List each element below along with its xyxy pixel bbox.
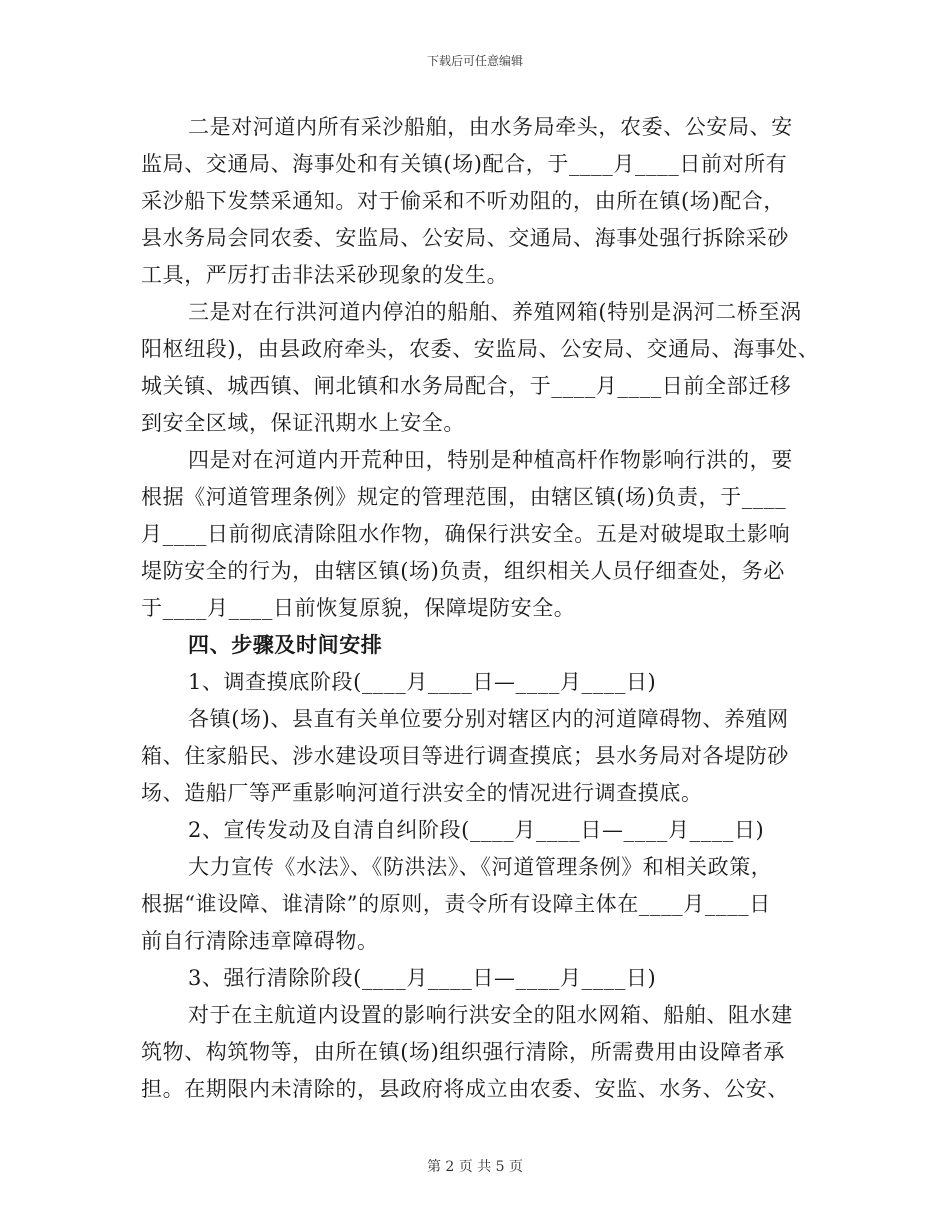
paragraph-line: 城关镇、城西镇、闸北镇和水务局配合，于____月____日前全部迁移 [141,374,792,398]
paragraph-line: 到安全区域，保证汛期水上安全。 [141,411,465,435]
paragraph-line: 监局、交通局、海事处和有关镇(场)配合，于____月____日前对所有 [141,152,788,176]
paragraph-line: 各镇(场)、县直有关单位要分别对辖区内的河道障碍物、养殖网 [188,707,789,731]
paragraph-line: 二是对河道内所有采沙船舶，由水务局牵头，农委、公安局、安 [188,115,793,139]
paragraph-line: 大力宣传《水法》、《防洪法》、《河道管理条例》和相关政策， [188,855,773,879]
paragraph-line: 月____日前彻底清除阻水作物，确保行洪安全。五是对破堤取土影响 [141,522,791,546]
paragraph-line: 前自行清除违章障碍物。 [141,929,379,953]
paragraph-line: 三是对在行洪河道内停泊的船舶、养殖网箱(特别是涡河二桥至涡 [188,300,802,324]
subsection-heading: 2、宣传发动及自清自纠阶段(____月____日—____月____日) [188,818,765,842]
paragraph-line: 担。在期限内未清除的，县政府将成立由农委、安监、水务、公安、 [141,1077,789,1101]
paragraph-line: 场、造船厂等严重影响河道行洪安全的情况进行调查摸底。 [141,781,703,805]
page-header: 下载后可任意编辑 [426,54,523,68]
paragraph-line: 工具，严厉打击非法采砂现象的发生。 [141,263,509,287]
paragraph-line: 根据“谁设障、谁清除”的原则，责令所有设障主体在____月____日 [141,892,771,916]
paragraph-line: 根据《河道管理条例》规定的管理范围，由辖区镇(场)负责，于____ [141,485,787,509]
paragraph-line: 采沙船下发禁采通知。对于偷采和不听劝阻的，由所在镇(场)配合， [141,189,785,213]
paragraph-line: 对于在主航道内设置的影响行洪安全的阻水网箱、船舶、阻水建 [188,1003,793,1027]
paragraph-line: 堤防安全的行为，由辖区镇(场)负责，组织相关人员仔细查处，务必 [141,559,785,583]
subsection-heading: 1、调查摸底阶段(____月____日—____月____日) [188,670,657,694]
subsection-heading: 3、强行清除阶段(____月____日—____月____日) [188,966,657,990]
paragraph-line: 县水务局会同农委、安监局、公安局、交通局、海事处强行拆除采砂 [141,226,789,250]
page-footer: 第 2 页 共 5 页 [426,1159,524,1175]
paragraph-line: 阳枢纽段)，由县政府牵头，农委、安监局、公安局、交通局、海事处、 [141,337,820,361]
paragraph-line: 四是对在河道内开荒种田，特别是种植高杆作物影响行洪的，要 [188,448,793,472]
paragraph-line: 于____月____日前恢复原貌，保障堤防安全。 [141,596,576,620]
section-heading: 四、步骤及时间安排 [188,632,383,657]
paragraph-line: 箱、住家船民、涉水建设项目等进行调查摸底；县水务局对各堤防砂 [141,744,789,768]
paragraph-line: 筑物、构筑物等，由所在镇(场)组织强行清除，所需费用由设障者承 [141,1040,785,1064]
